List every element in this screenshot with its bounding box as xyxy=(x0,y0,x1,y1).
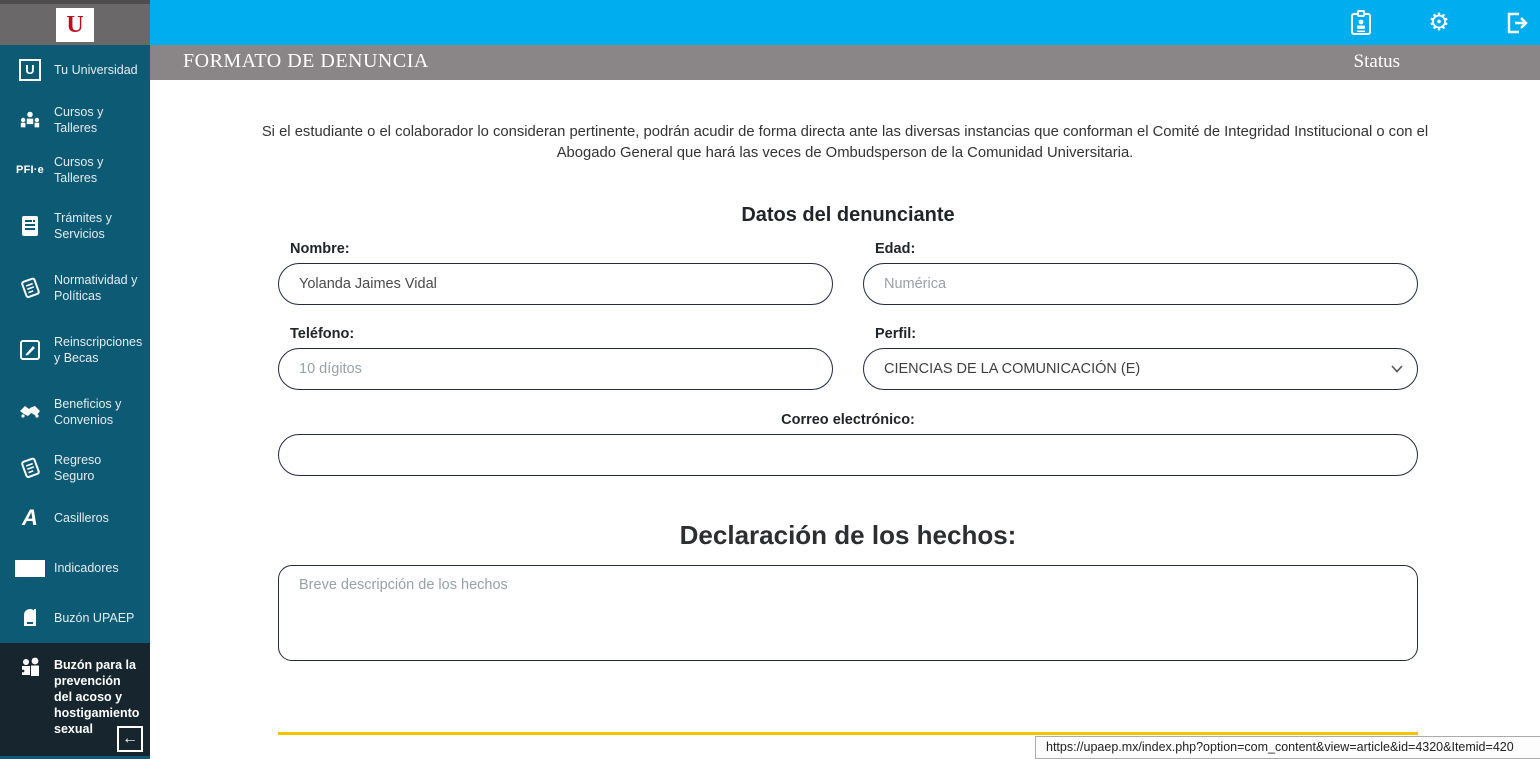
sidebar-item-label: Buzón para la prevención del acoso y hostigamiento sexual xyxy=(54,658,140,736)
pfie-text-icon: PFI·e xyxy=(16,164,44,176)
section-title-datos: Datos del denunciante xyxy=(741,204,955,226)
sidebar-item-label: Regreso Seguro xyxy=(54,453,102,483)
edad-field-group xyxy=(863,227,1418,305)
logout-icon[interactable] xyxy=(1504,10,1530,36)
sidebar-item-label: Tu Universidad xyxy=(54,63,138,77)
perfil-field-group xyxy=(863,305,1418,390)
nombre-input[interactable] xyxy=(278,263,833,305)
perfil-select[interactable] xyxy=(863,348,1418,390)
nombre-label: Nombre: xyxy=(290,241,350,257)
sidebar-item-tu-universidad[interactable] xyxy=(0,45,150,95)
form-row-2 xyxy=(278,305,1418,390)
telefono-label: Teléfono: xyxy=(290,326,355,342)
sidebar-item-label: Cursos y Talleres xyxy=(54,105,104,135)
id-badge-icon[interactable] xyxy=(1348,10,1374,36)
two-people-icon xyxy=(10,657,50,679)
sidebar-item-label: Indicadores xyxy=(54,561,119,575)
edad-input[interactable] xyxy=(863,263,1418,305)
sidebar-item-label: Normatividad y Políticas xyxy=(54,273,138,303)
pencil-box-icon xyxy=(10,340,50,360)
correo-input[interactable] xyxy=(278,434,1418,476)
upaep-logo-letter: U xyxy=(66,11,84,38)
sidebar-nav xyxy=(0,45,150,756)
gold-divider xyxy=(278,732,1418,735)
nombre-field-group xyxy=(278,227,833,305)
sidebar-item-regreso-seguro[interactable] xyxy=(0,443,150,493)
sidebar-item-label: Cursos y Talleres xyxy=(54,155,104,185)
document-icon xyxy=(10,215,50,237)
chevron-down-icon xyxy=(1391,361,1403,377)
telefono-field-group xyxy=(278,305,833,390)
edad-label: Edad: xyxy=(875,241,916,257)
u-badge-icon: U xyxy=(10,59,50,81)
sidebar-item-tramites-servicios[interactable] xyxy=(0,195,150,257)
sidebar-item-label: Trámites y Servicios xyxy=(54,211,112,241)
page-title: FORMATO DE DENUNCIA xyxy=(183,50,429,72)
main-content xyxy=(150,80,1540,759)
rectangle-icon xyxy=(10,560,50,577)
sidebar-item-cursos-talleres-pfie[interactable] xyxy=(0,145,150,195)
sidebar-item-beneficios-convenios[interactable] xyxy=(0,381,150,443)
sidebar-logo-header xyxy=(0,0,150,45)
sidebar-item-label: Casilleros xyxy=(54,511,109,525)
sidebar-item-cursos-talleres[interactable] xyxy=(0,95,150,145)
section-title-declaracion: Declaración de los hechos: xyxy=(679,520,1017,550)
scroll-icon xyxy=(10,277,50,299)
sidebar-item-label: Buzón UPAEP xyxy=(54,611,135,625)
correo-label: Correo electrónico: xyxy=(781,412,915,428)
status-label[interactable]: Status xyxy=(1353,51,1400,72)
handshake-icon xyxy=(10,403,50,421)
settings-gear-icon[interactable]: ⚙ xyxy=(1428,8,1450,36)
telefono-input[interactable] xyxy=(278,348,833,390)
page-header-bar xyxy=(150,45,1540,80)
sidebar-item-buzon-upaep[interactable] xyxy=(0,593,150,643)
sidebar-item-label: Beneficios y Convenios xyxy=(54,397,122,427)
left-arrow-icon: ← xyxy=(122,730,138,747)
link-url-statusbar: https://upaep.mx/index.php?option=com_content&view=article&id=4320&Itemid=420 xyxy=(1035,736,1540,759)
form-container xyxy=(278,204,1418,735)
perfil-label: Perfil: xyxy=(875,326,917,342)
sidebar-item-label: Reinscripciones y Becas xyxy=(54,335,143,365)
sidebar-item-buzon-prevencion-acoso[interactable] xyxy=(0,643,150,756)
people-group-icon xyxy=(10,109,50,131)
perfil-selected-value: CIENCIAS DE LA COMUNICACIÓN (E) xyxy=(884,361,1141,377)
topbar xyxy=(150,0,1540,45)
intro-paragraph: Si el estudiante o el colaborador lo consideran pertinente, podrán acudir de forma directa ante las diversas instancias que conforman el Comité de Integridad Institucional o con el Abogado General que hará las veces de Ombudsperson de la Comunidad Universitaria. xyxy=(261,124,1429,161)
sidebar-item-reinscripciones-becas[interactable] xyxy=(0,319,150,381)
letter-a-icon: A xyxy=(22,505,38,530)
sidebar-item-casilleros[interactable] xyxy=(0,493,150,543)
scroll-icon xyxy=(10,457,50,479)
sidebar xyxy=(0,0,150,759)
declaracion-textarea[interactable] xyxy=(278,565,1418,661)
sidebar-item-indicadores[interactable] xyxy=(0,543,150,593)
form-row-1 xyxy=(278,227,1418,305)
sidebar-item-normatividad-politicas[interactable] xyxy=(0,257,150,319)
sidebar-collapse-button[interactable] xyxy=(117,726,143,752)
mailbox-icon xyxy=(10,607,50,629)
upaep-logo[interactable] xyxy=(56,8,94,42)
